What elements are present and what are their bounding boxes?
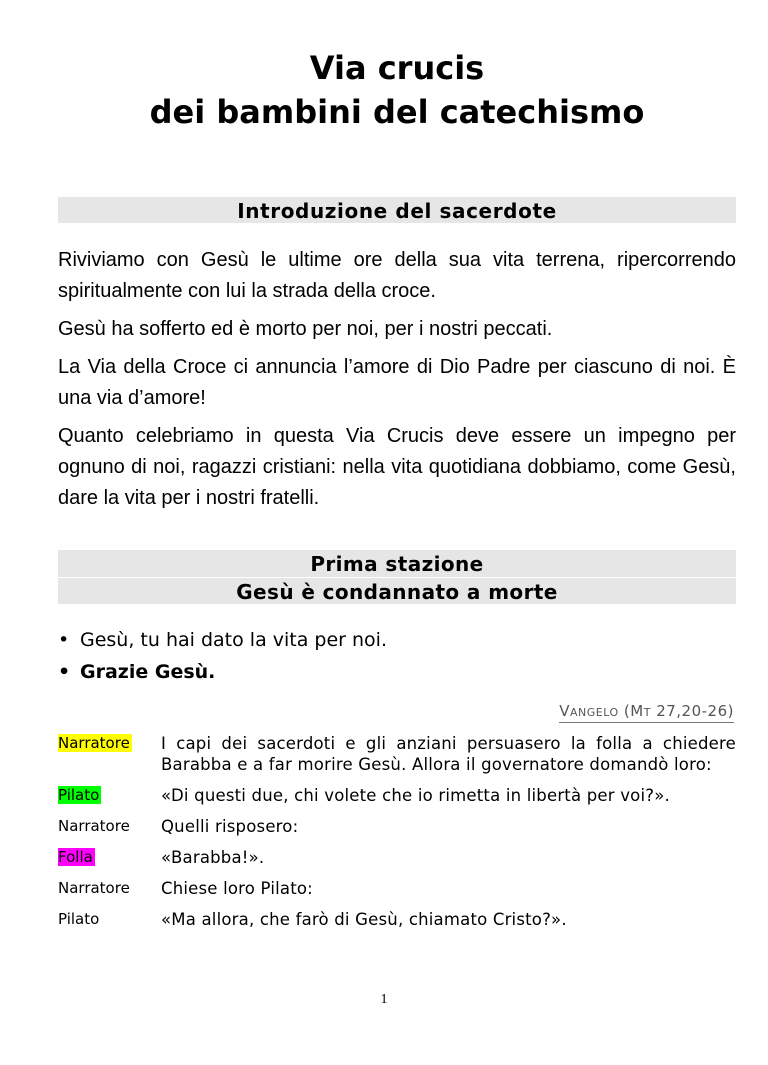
station-number: Prima stazione — [310, 552, 484, 576]
dialogue-row — [58, 878, 736, 899]
list-item-text: Grazie Gesù. — [80, 661, 216, 683]
title-line-2: dei bambini del catechismo — [149, 93, 645, 131]
bullet-icon: • — [58, 661, 71, 683]
intro-text — [58, 245, 736, 521]
response-list — [58, 624, 736, 688]
gospel-label: Vangelo — [559, 702, 619, 720]
station-heading — [58, 550, 736, 604]
speaker-label: Narratore — [58, 817, 130, 835]
speaker-label: Folla — [58, 848, 93, 866]
list-item-text: Gesù, tu hai dato la vita per noi. — [80, 629, 387, 651]
speaker-label: Pilato — [58, 786, 100, 804]
intro-paragraph: La Via della Croce ci annuncia l’amore di Dio Padre per ciascuno di noi. È una via d’amore! — [58, 356, 736, 409]
page-number: 1 — [380, 992, 388, 1007]
intro-heading: Introduzione del sacerdote — [58, 197, 736, 223]
intro-paragraph: Gesù ha sofferto ed è morto per noi, per i nostri peccati. — [58, 318, 553, 340]
speaker-label: Pilato — [58, 910, 100, 928]
speaker-label: Narratore — [58, 879, 130, 897]
gospel-citation: (Mt 27,20-26) — [623, 702, 734, 720]
dialogue-row — [58, 733, 736, 775]
dialogue-table — [58, 733, 736, 940]
document-title — [58, 46, 736, 134]
dialogue-line: «Ma allora, che farò di Gesù, chiamato Cristo?». — [161, 910, 567, 929]
dialogue-row — [58, 816, 736, 837]
station-title: Gesù è condannato a morte — [58, 577, 736, 605]
dialogue-line: «Di questi due, chi volete che io rimetta in libertà per voi?». — [161, 786, 670, 805]
gospel-reference — [559, 701, 734, 723]
dialogue-row — [58, 847, 736, 868]
dialogue-row — [58, 909, 736, 930]
dialogue-line: I capi dei sacerdoti e gli anziani persuasero la folla a chiedere Barabba e a far morire Gesù. Allora il governatore domandò loro: — [161, 734, 736, 774]
dialogue-row — [58, 785, 736, 806]
list-item — [58, 624, 736, 656]
dialogue-line: Quelli risposero: — [161, 817, 299, 836]
title-line-1: Via crucis — [309, 49, 485, 87]
intro-paragraph: Riviviamo con Gesù le ultime ore della sua vita terrena, ripercorrendo spiritualmente con lui la strada della croce. — [58, 249, 736, 302]
intro-paragraph: Quanto celebriamo in questa Via Crucis deve essere un impegno per ognuno di noi, ragazzi cristiani: nella vita quotidiana dobbiamo, come Gesù, dare la vita per i nostri fratelli. — [58, 425, 736, 509]
dialogue-line: «Barabba!». — [161, 848, 265, 867]
bullet-icon: • — [58, 629, 70, 651]
list-item — [58, 656, 736, 688]
dialogue-line: Chiese loro Pilato: — [161, 879, 313, 898]
speaker-label: Narratore — [58, 734, 130, 752]
